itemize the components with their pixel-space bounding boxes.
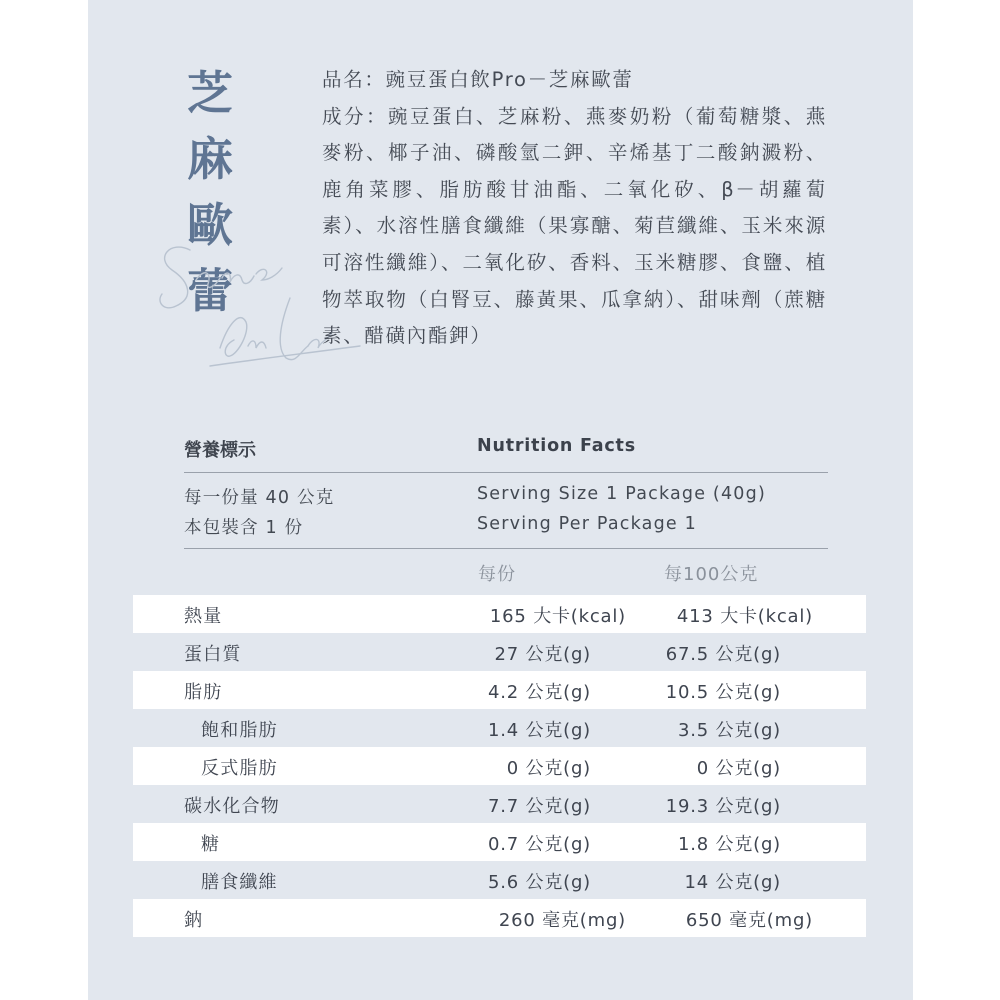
per-100g-value: 14 公克(g): [684, 872, 781, 893]
nutrient-name: 蛋白質: [184, 644, 242, 665]
column-header-per-100g: 每100公克: [664, 564, 759, 585]
nutrient-name: 鈉: [184, 910, 204, 931]
nutrient-row-carbohydrate: [133, 785, 866, 823]
nutrient-row-sugar: [133, 823, 866, 861]
ingredients-list: 成分：豌豆蛋白、芝麻粉、燕麥奶粉（葡萄糖漿、燕麥粉、椰子油、磷酸氫二鉀、辛烯基丁二酸鈉澱粉、鹿角菜膠、脂肪酸甘油酯、二氧化矽、β－胡蘿蔔素）、水溶性膳食纖維（果寡醣、菊苣纖維、玉米來源可溶性纖維）、二氧化矽、香料、玉米糖膠、食鹽、植物萃取物（白腎豆、藤黃果、瓜拿納）、甜味劑（蔗糖素、醋磺內酯鉀）: [322, 104, 827, 348]
nutrient-row-sodium: [133, 899, 866, 937]
per-serving-value: 27 公克(g): [494, 644, 591, 665]
servings-per-package-en: Serving Per Package 1: [477, 514, 697, 534]
nutrient-row-trans-fat: [133, 747, 866, 785]
per-100g-value: 413 大卡(kcal): [676, 606, 813, 627]
per-100g-value: 10.5 公克(g): [665, 682, 781, 703]
per-serving-value: 7.7 公克(g): [487, 796, 591, 817]
servings-per-package-zh: 本包裝含 1 份: [184, 518, 304, 538]
per-100g-value: 3.5 公克(g): [677, 720, 781, 741]
nutrient-name: 脂肪: [184, 682, 223, 703]
title-char: 歐: [187, 198, 233, 252]
nutrition-table: [133, 595, 866, 937]
nutrient-name: 膳食纖維: [201, 872, 278, 893]
per-100g-value: 1.8 公克(g): [677, 834, 781, 855]
per-serving-value: 4.2 公克(g): [487, 682, 591, 703]
column-header-per-serving: 每份: [478, 564, 516, 585]
nutrient-name: 糖: [201, 834, 221, 855]
nutrient-row-saturated-fat: [133, 709, 866, 747]
nutrient-name: 反式脂肪: [201, 758, 278, 779]
per-100g-value: 650 毫克(mg): [685, 910, 813, 931]
nutrition-header: [184, 432, 828, 473]
per-serving-value: 1.4 公克(g): [487, 720, 591, 741]
nutrient-name: 熱量: [184, 606, 223, 627]
nutrient-name: 飽和脂肪: [201, 720, 278, 741]
nutrition-header-en: Nutrition Facts: [477, 436, 636, 456]
product-name: 品名：豌豆蛋白飲Pro－芝麻歐蕾: [322, 68, 634, 91]
nutrient-row-fat: [133, 671, 866, 709]
nutrient-name: 碳水化合物: [184, 796, 280, 817]
product-title-vertical: [180, 60, 240, 324]
nutrient-row-energy: [133, 595, 866, 633]
per-100g-value: 67.5 公克(g): [665, 644, 781, 665]
per-100g-value: 0 公克(g): [696, 758, 781, 779]
per-serving-value: 260 毫克(mg): [498, 910, 626, 931]
serving-size-zh: 每一份量 40 公克: [184, 488, 335, 508]
title-char: 蕾: [187, 264, 233, 318]
ingredients-block: [322, 62, 827, 355]
per-serving-value: 5.6 公克(g): [487, 872, 591, 893]
per-serving-value: 0 公克(g): [506, 758, 591, 779]
serving-size-en: Serving Size 1 Package (40g): [477, 484, 766, 504]
title-char: 芝: [187, 66, 233, 120]
nutrient-row-dietary-fiber: [133, 861, 866, 899]
nutrition-header-zh: 營養標示: [184, 440, 256, 461]
serving-info: [184, 472, 828, 549]
nutrient-row-protein: [133, 633, 866, 671]
per-100g-value: 19.3 公克(g): [665, 796, 781, 817]
per-serving-value: 165 大卡(kcal): [489, 606, 626, 627]
per-serving-value: 0.7 公克(g): [487, 834, 591, 855]
title-char: 麻: [187, 132, 233, 186]
